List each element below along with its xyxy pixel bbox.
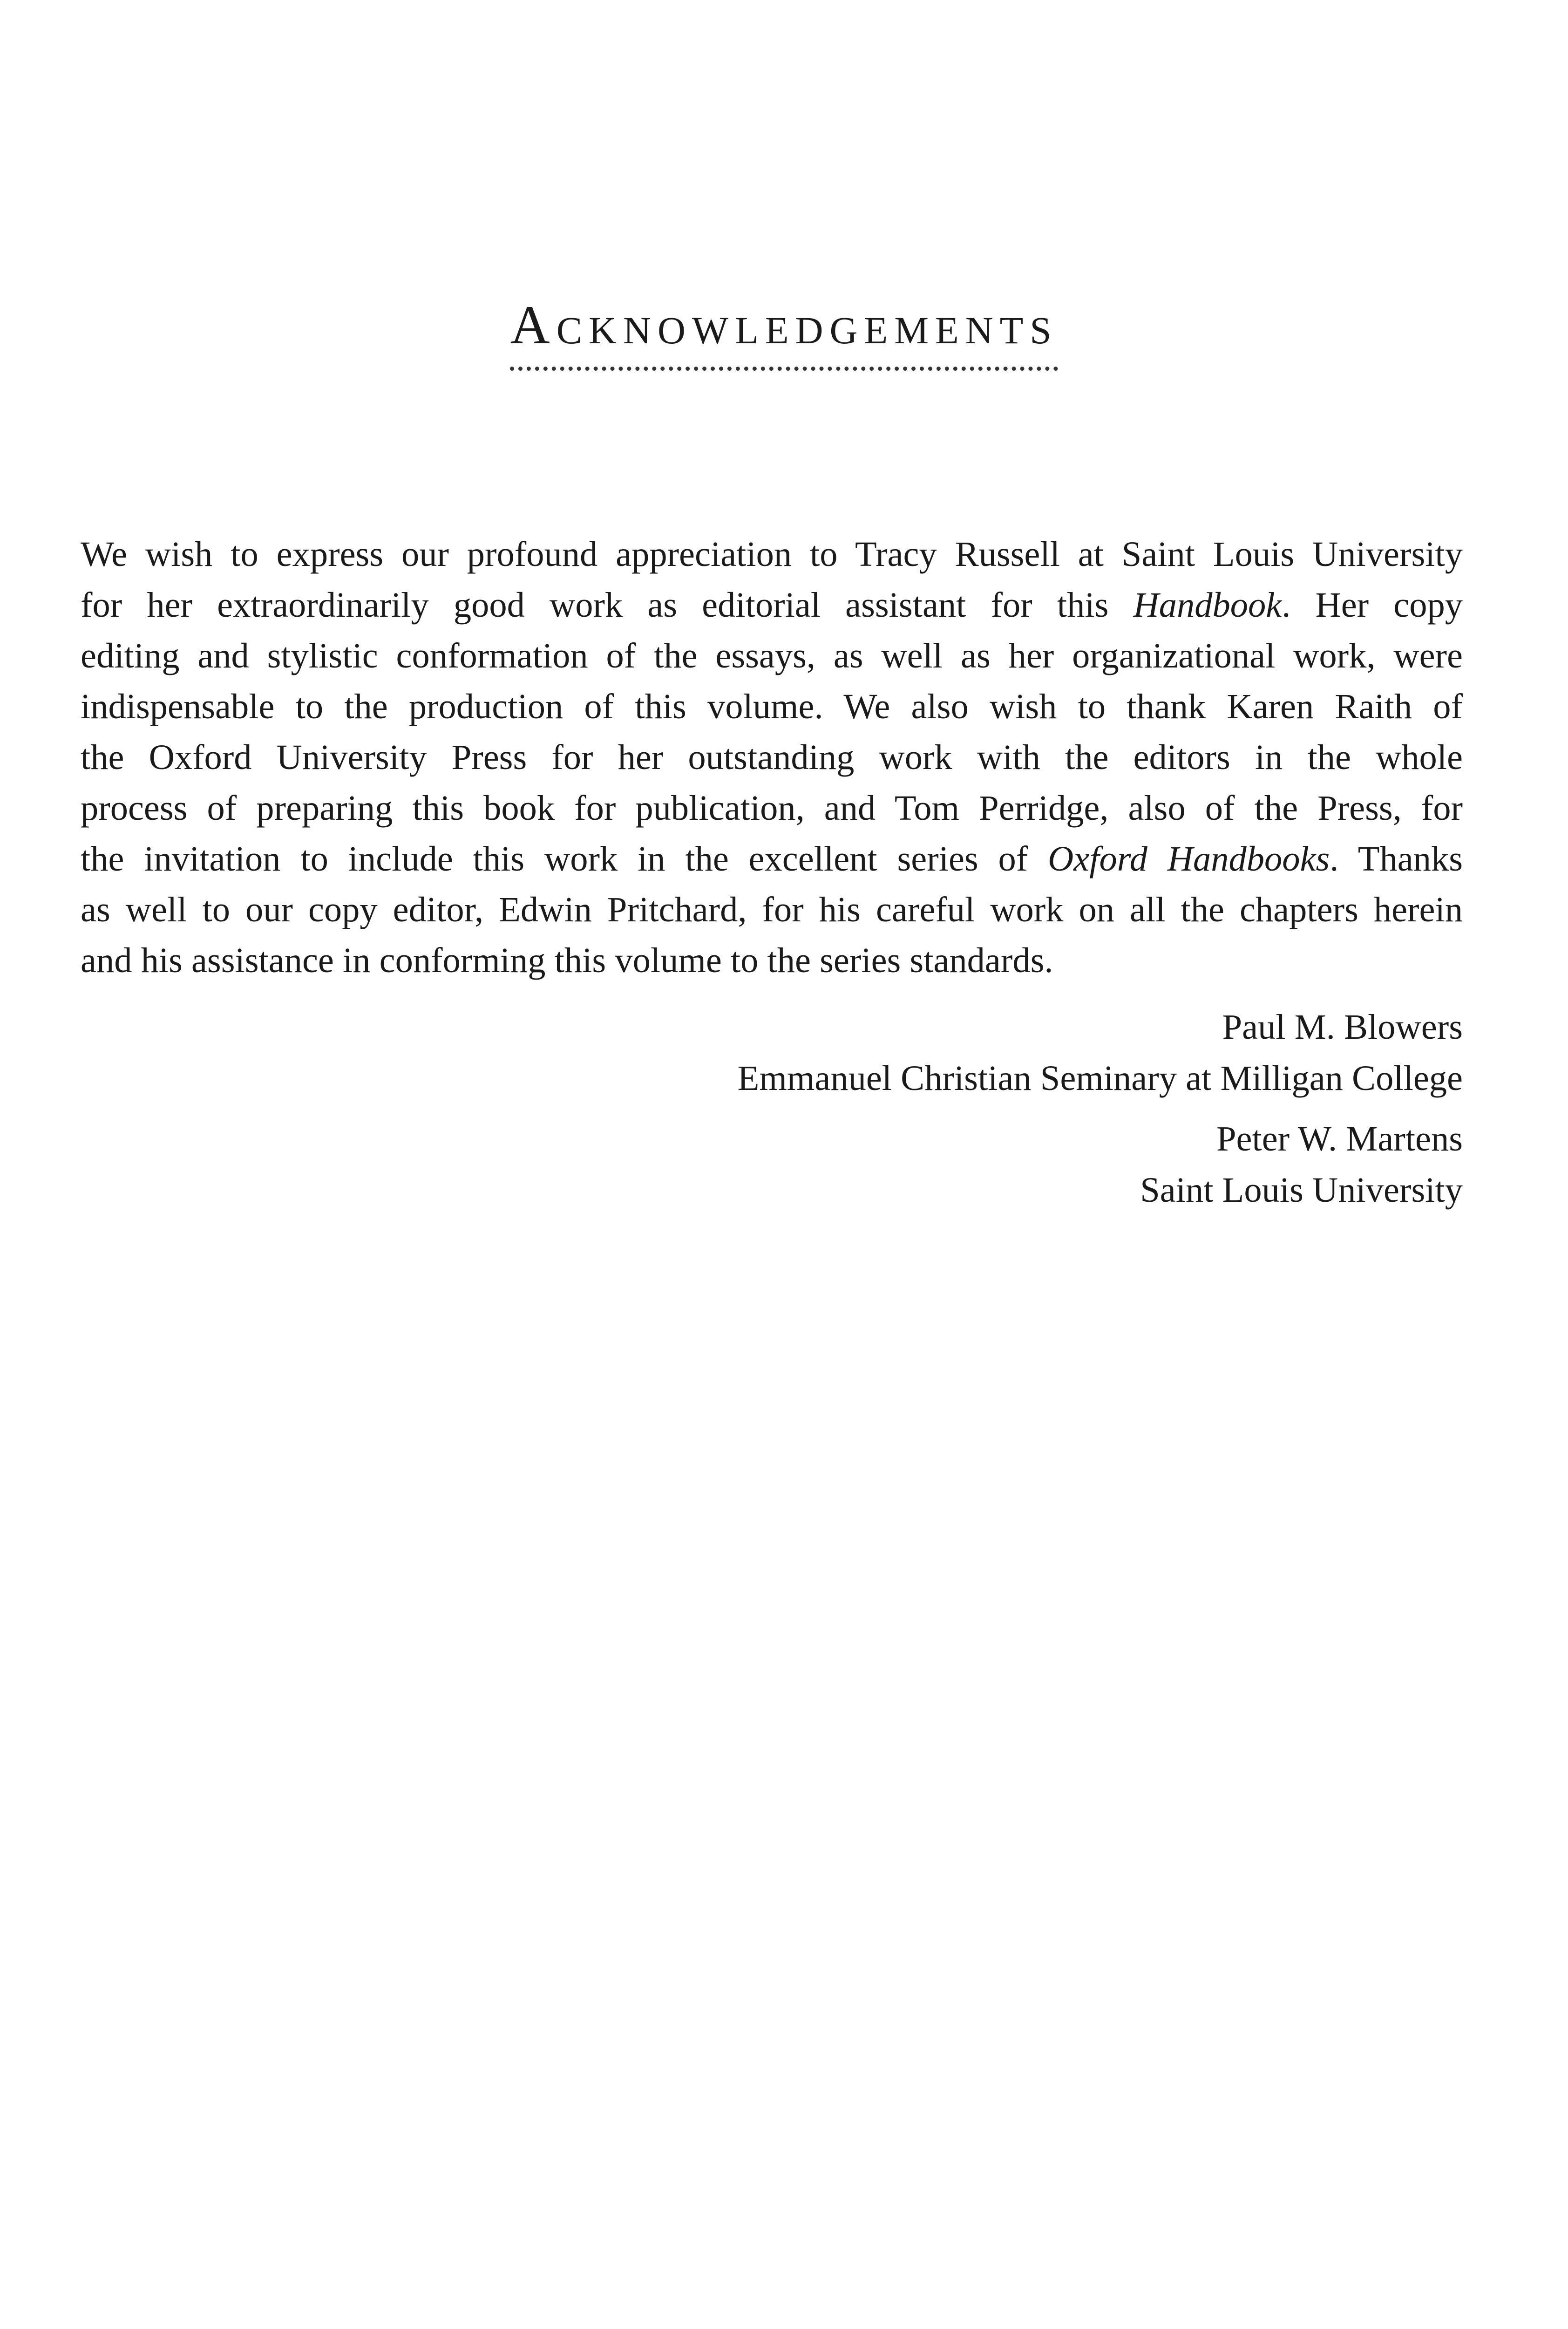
signature-block — [738, 1113, 1463, 1216]
paragraph-line: editing and stylistic conformation of the essays, as well as her organizational work, were — [81, 636, 1463, 675]
signature-block — [738, 1001, 1463, 1104]
paragraph-line: We wish to express our profound appreciation to Tracy Russell at Saint Louis University — [81, 534, 1463, 574]
handbook-italic: Handbook — [1133, 585, 1282, 625]
paragraph-line: indispensable to the production of this volume. We also wish to thank Karen Raith of — [81, 687, 1463, 726]
paragraph-line: and his assistance in conforming this volume to the series standards. — [81, 940, 1053, 980]
acknowledgements-paragraph — [81, 529, 1463, 986]
signatory-affiliation: Emmanuel Christian Seminary at Milligan College — [737, 1058, 1463, 1098]
paragraph-line: the invitation to include this work in the excellent series of Oxford Handbooks. Thanks — [81, 839, 1463, 878]
oxford-handbooks-italic: Oxford Handbooks — [1048, 839, 1330, 878]
signature-section — [738, 1001, 1463, 1216]
paragraph-line: as well to our copy editor, Edwin Pritchard, for his careful work on all the chapters herein — [81, 890, 1463, 929]
title-container — [0, 261, 1568, 408]
paragraph-line: for her extraordinarily good work as editorial assistant for this Handbook. Her copy — [81, 585, 1463, 625]
paragraph-line: the Oxford University Press for her outstanding work with the editors in the whole — [81, 737, 1463, 777]
signatory-affiliation: Saint Louis University — [1140, 1170, 1463, 1210]
signatory-name: Paul M. Blowers — [1222, 1007, 1463, 1047]
paragraph-line: process of preparing this book for publication, and Tom Perridge, also of the Press, for — [81, 788, 1463, 828]
page-title: Acknowledgements — [510, 298, 1058, 371]
signatory-name: Peter W. Martens — [1216, 1119, 1463, 1158]
